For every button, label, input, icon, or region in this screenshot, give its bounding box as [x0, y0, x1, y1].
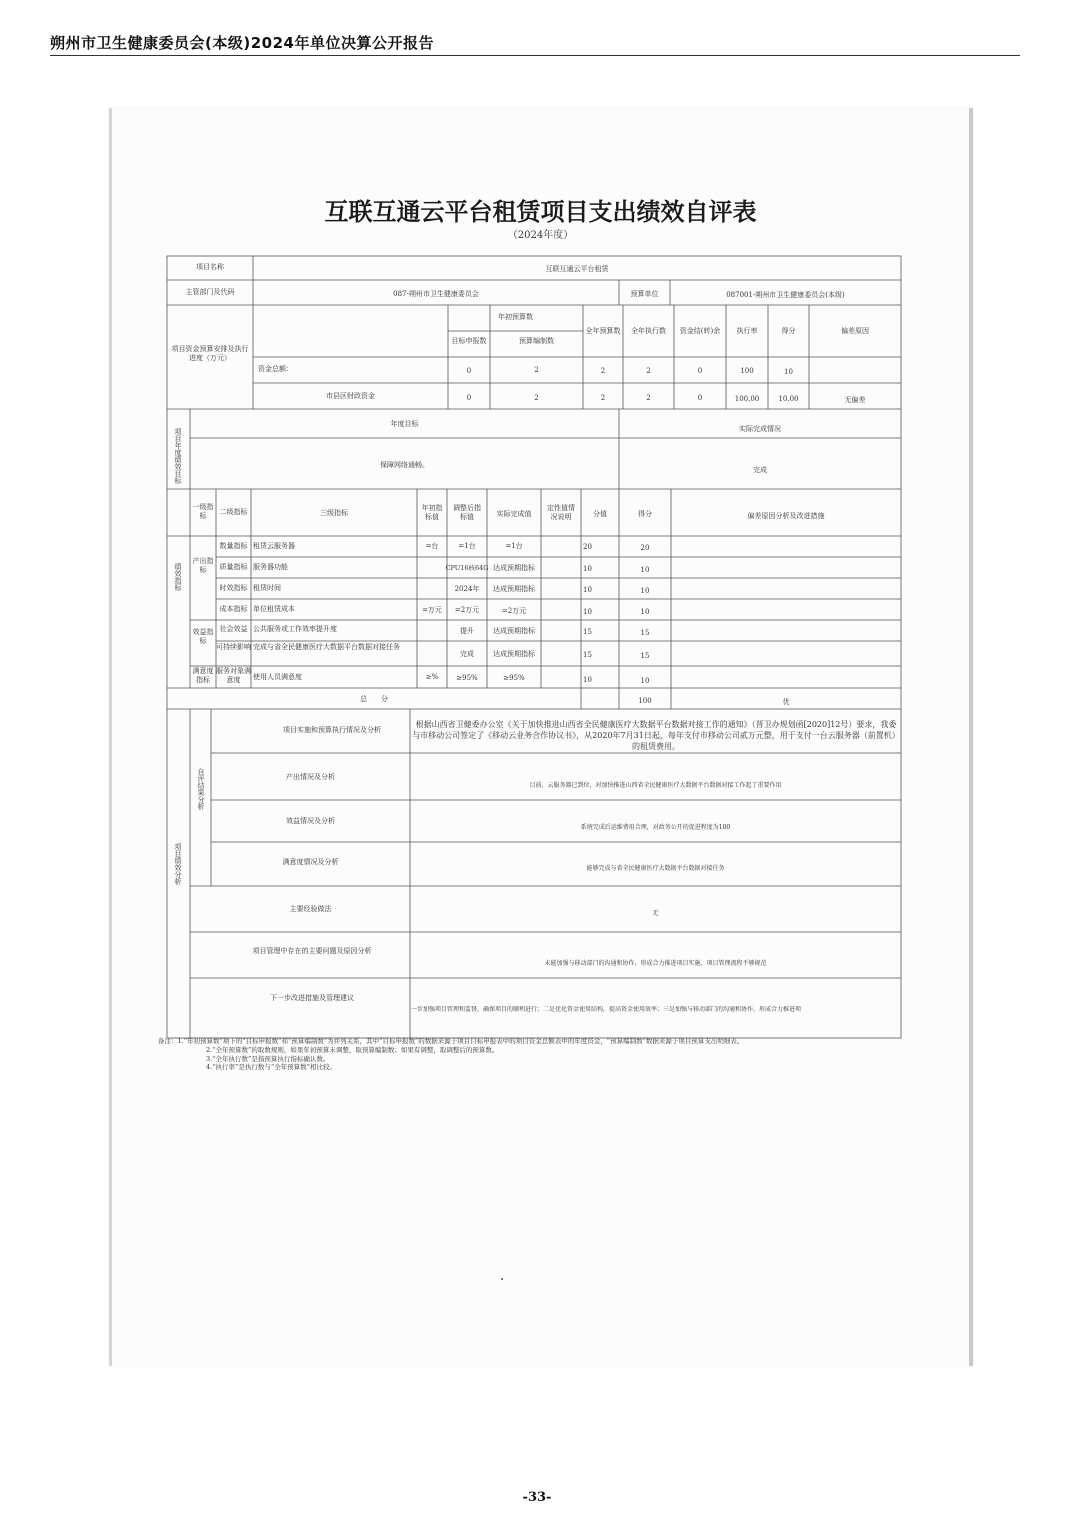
ind-initial: ≥%	[425, 673, 439, 681]
ind-l3: 服务器功能	[253, 563, 288, 571]
funds-cell: 2	[534, 366, 539, 374]
analysis-content: 一步加强项目管理和监督，确保项目的顺利进行；二是优化资金使用结构，提高资金使用效率；三是加强与移动部门的沟通和协作，形成合力推进项	[411, 1006, 802, 1013]
ind-points: 10	[583, 608, 592, 616]
ind-l2: 社会效益	[219, 625, 248, 633]
funds-h-deviation: 偏差原因	[841, 327, 869, 335]
form-notes	[158, 1037, 908, 1072]
analysis-label: 主要经验做法	[289, 905, 332, 913]
analysis-label: 产出情况及分析	[286, 773, 335, 781]
analysis-section-label: 项目绩效分析	[174, 843, 182, 885]
ind-actual: =1台	[505, 542, 523, 550]
ind-points: 10	[583, 676, 592, 684]
ind-h-l3: 三级指标	[320, 509, 348, 517]
budget-unit-label: 预算单位	[630, 290, 659, 298]
ind-group-satisfaction: 满意度指标	[192, 667, 214, 684]
analysis-label: 效益情况及分析	[286, 817, 335, 825]
ind-h-analysis: 偏差原因分析及改进措施	[747, 512, 825, 520]
funds-row-label: 资金总额：	[258, 365, 293, 373]
funds-h-executed: 全年执行数	[631, 327, 666, 335]
ind-adjusted: ≥95%	[456, 674, 478, 682]
funds-cell: 100	[740, 367, 754, 375]
goals-actual: 完成	[753, 466, 767, 474]
analysis-content: 根据山西省卫健委办公室《关于加快推进山西省全民健康医疗大数据平台数据对接工作的通知》（晋卫办规划函[2020]12号）要求，我委与市移动公司签定了《移动云业务合作协议书》，从2020年7月31日起，每年支付市移动公司贰万元整，用于支付一台云服务器（前置机）的租赁费用。	[412, 720, 900, 751]
funds-cell: 2	[534, 394, 539, 402]
ind-points: 15	[583, 651, 592, 659]
ind-l3: 使用人员满意度	[253, 673, 302, 681]
funds-h-compiled: 预算编制数	[519, 337, 554, 345]
funds-h-initial: 年初预算数	[498, 313, 533, 321]
funds-cell: 2	[600, 394, 606, 402]
analysis-label: 下一步改进措施及管理建议	[270, 994, 354, 1002]
goals-goal: 保障网络通畅。	[380, 461, 429, 469]
ind-adjusted: CPU16核64G	[445, 564, 489, 572]
form-subtitle: （2024年度）	[507, 230, 574, 241]
scanned-form	[109, 108, 973, 1366]
funds-h-full-year: 全年预算数	[585, 327, 621, 335]
ind-h-score: 得分	[638, 510, 652, 518]
ind-points: 10	[583, 586, 592, 594]
analysis-content: 未能加强与移动部门的沟通和协作，形成合力推进项目实施、项目管理流程不够规范	[544, 960, 767, 967]
total-value: 100	[638, 697, 652, 705]
dept-value: 087-朔州市卫生健康委员会	[393, 290, 479, 298]
ind-h-l1: 一级指标	[192, 503, 214, 520]
ind-h-points: 分值	[593, 510, 607, 518]
ind-actual: 达成预期指标	[493, 650, 535, 658]
ind-score: 10	[640, 608, 650, 616]
indicators-section-label: 绩效指标	[174, 563, 182, 591]
funds-cell: 0	[466, 367, 472, 375]
ind-h-qual: 定性值情况说明	[547, 504, 575, 521]
funds-section-label: 项目资金预算安排及执行进度（万元）	[171, 345, 249, 362]
funds-h-score: 得分	[781, 327, 796, 335]
note-line: 3.“全年执行数”是指预算执行指标确认数。	[206, 1054, 330, 1063]
ind-score: 10	[640, 587, 650, 595]
ind-l3: 租赁云服务器	[253, 542, 295, 550]
note-line: 4.“执行率”是执行数与“全年预算数”相比较。	[206, 1063, 336, 1072]
ind-l2: 时效指标	[219, 584, 248, 592]
funds-cell: 10	[784, 368, 793, 376]
page-number: -33-	[522, 1490, 552, 1505]
note-line: 备注：1.“年初预算数”项下的“目标申报数”和“预算编制数”为并列关系，其中“目标申报数”的数据来源于项目目标申报表中的项目资金总额表中的年度资金，“预算编制数”数据来源于项目预算支出明细表。	[158, 1037, 744, 1045]
ind-l2: 可持续影响	[216, 643, 251, 651]
report-header: 朔州市卫生健康委员会(本级)2024年单位决算公开报告	[50, 34, 434, 52]
ind-h-l2: 二级指标	[219, 508, 248, 516]
ind-actual: 达成预期指标	[493, 564, 535, 572]
ind-score: 10	[640, 566, 650, 574]
analysis-label: 项目管理中存在的主要问题及原因分析	[252, 947, 372, 955]
goals-section-label: 项目年度绩效目标	[174, 428, 182, 484]
ind-l3: 公共服务或工作效率提升度	[253, 625, 337, 633]
analysis-content: 能够完成与省全民健康医疗大数据平台数据对接任务	[586, 865, 725, 872]
analysis-content: 目前，云服务器已到位，对加快推进山西省全民健康医疗大数据平台数据对接工作起了重要作用	[529, 782, 782, 789]
analysis-label: 满意度情况及分析	[282, 858, 339, 866]
analysis-label: 项目实施和预算执行情况及分析	[283, 726, 381, 734]
ind-points: 20	[583, 543, 592, 551]
dept-label: 主管部门及代码	[185, 288, 235, 296]
ind-adjusted: 完成	[460, 650, 474, 658]
note-line: 2.“全年预算数”的取数规则，如果年初预算未调整，取预算编制数；如果有调整，取调整后的预算数。	[206, 1045, 499, 1054]
ind-initial: =万元	[422, 606, 442, 614]
ind-score: 10	[640, 677, 650, 685]
funds-cell: 0	[697, 394, 703, 402]
ind-l2: 质量指标	[219, 563, 248, 571]
funds-cell: 0	[697, 367, 703, 375]
ind-group-output: 产出指标	[192, 557, 214, 574]
ind-h-adjusted: 调整后指标值	[453, 504, 481, 521]
ind-l2: 成本指标	[219, 605, 248, 613]
total-label: 总 分	[360, 695, 388, 703]
ind-l2: 服务对象满意度	[216, 667, 251, 684]
budget-unit-value: 087001-朔州市卫生健康委员会(本级)	[726, 291, 845, 299]
funds-h-declared: 目标申报数	[451, 337, 487, 345]
ind-points: 15	[583, 628, 592, 636]
header-divider	[50, 55, 1020, 56]
funds-h-balance: 资金结(转)余	[679, 327, 721, 335]
ind-l3: 单位租赁成本	[253, 605, 295, 613]
ind-h-initial: 年初指标值	[421, 504, 443, 521]
ind-initial: =台	[425, 542, 439, 550]
funds-cell: 100.00	[734, 395, 760, 403]
ind-actual: ≥95%	[503, 674, 525, 682]
funds-cell: 2	[646, 394, 651, 402]
funds-cell: 10.00	[778, 395, 799, 403]
ind-actual: 达成预期指标	[493, 627, 535, 635]
ind-l2: 数量指标	[219, 542, 248, 550]
ind-group-benefit: 效益指标	[192, 628, 214, 645]
analysis-content: 系统完成后运维费用合理，对政务公开的促进程度为100	[580, 824, 731, 831]
ind-adjusted: =2万元	[454, 606, 480, 614]
form-title: 互联互通云平台租赁项目支出绩效自评表	[324, 198, 757, 226]
ind-actual: =2万元	[501, 607, 527, 615]
total-grade: 优	[782, 698, 790, 706]
ind-score: 20	[640, 544, 650, 552]
funds-cell: 2	[646, 367, 651, 375]
funds-row-label: 市县区财政资金	[326, 392, 375, 400]
self-eval-label: 自评结果分析	[197, 768, 205, 810]
ind-actual: 达成预期指标	[493, 585, 535, 593]
scan-speck	[501, 1278, 503, 1280]
goals-h-goal: 年度目标	[390, 420, 419, 428]
ind-adjusted: 2024年	[454, 585, 480, 593]
ind-l3: 租赁时间	[253, 584, 281, 592]
funds-cell: 无偏差	[844, 396, 866, 404]
ind-adjusted: 提升	[460, 627, 474, 635]
project-name-value: 互联互通云平台租赁	[545, 265, 609, 273]
funds-h-rate: 执行率	[736, 327, 758, 335]
funds-cell: 2	[600, 367, 606, 375]
ind-score: 15	[640, 629, 650, 637]
ind-h-actual: 实际完成值	[496, 510, 532, 518]
analysis-content: 无	[652, 910, 659, 917]
ind-score: 15	[640, 652, 650, 660]
ind-l3: 完成与省全民健康医疗大数据平台数据对接任务	[253, 643, 400, 651]
ind-adjusted: =1台	[458, 542, 476, 550]
goals-h-actual: 实际完成情况	[739, 425, 781, 433]
ind-points: 10	[583, 565, 592, 573]
funds-cell: 0	[466, 394, 472, 402]
project-name-label: 项目名称	[196, 263, 224, 271]
